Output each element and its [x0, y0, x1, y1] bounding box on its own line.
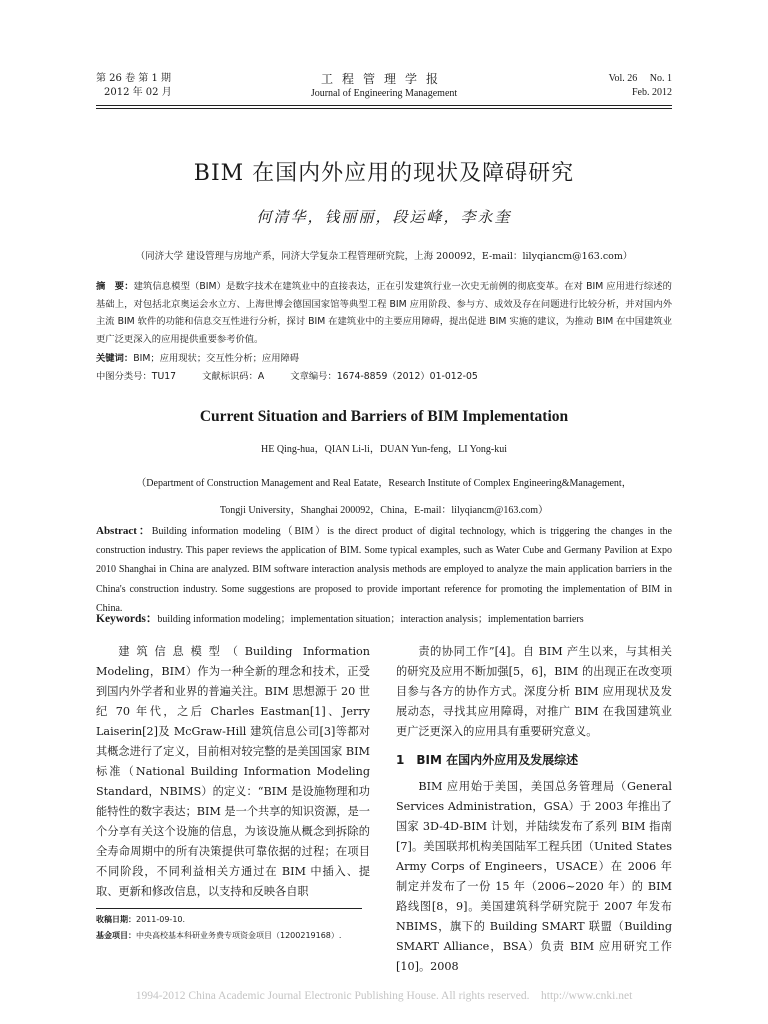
journal-name-en: Journal of Engineering Management	[310, 88, 458, 99]
abstract-cn	[96, 278, 672, 348]
classification-line	[96, 368, 672, 385]
authors-en: HE Qing-hua，QIAN Li-li，DUAN Yun-feng，LI Yong-kui	[261, 444, 507, 455]
keywords-cn	[96, 350, 672, 367]
header-date-cn: 2012 年 02 月	[104, 87, 172, 98]
abstract-en-text: Building information modeling（BIM）is the direct product of digital technology, which is triggering the changes in the construction industry. This paper reviews the application of BIM. Some typical examples, such as Water Cube and Germany Pavilion at Expo 2010 Shanghai in China are analyzed. BIM software interaction analysis methods are employed to analyze the main application barriers in the China's construction industry. Some suggestions are proposed to provide important reference for promoting the implementation of BIM in China.	[96, 526, 672, 614]
footnote-received	[96, 914, 386, 926]
received-date: 2011-09-10.	[136, 915, 186, 924]
paper-title-cn: BIM 在国内外应用的现状及障碍研究	[193, 161, 575, 186]
abstract-en-label: Abstract：	[96, 525, 152, 537]
keywords-en-text: building information modeling；implementation situation；interaction analysis；implementation barriers	[157, 614, 584, 625]
header-date-en: Feb. 2012	[632, 87, 672, 98]
header-vol-no: Vol. 26 No. 1	[608, 73, 672, 84]
fund-text: 中央高校基本科研业务费专项资金项目（1200219168）.	[136, 931, 342, 940]
body-paragraph: BIM 应用始于美国，美国总务管理局（General Services Administration，GSA）于 2003 年推出了国家 3D-4D-BIM 计划，并陆续发布了系列 BIM 指南[7]。美国联邦机构美国陆军工程兵团（United States Army Corps of Engineers，USACE）在 2006 年制定并发布了一份 15 年（2006~2020 年）的 BIM 路线图[8，9]。美国建筑科学研究院于 2007 年发布 NBIMS，旗下的 Building SMART 联盟（Building SMART Alliance，BSA）负责 BIM 应用研究工作[10]。2008	[396, 780, 672, 973]
abstract-cn-label: 摘 要：	[96, 281, 134, 292]
article-number: 文章编号：1674-8859（2012）01-012-05	[290, 371, 478, 382]
body-column-right	[396, 642, 672, 977]
affiliation-en-line1: （Department of Construction Management and Real Eatate，Research Institute of Complex Engineering&Management，	[136, 478, 632, 489]
abstract-en	[96, 522, 672, 618]
header-journal	[270, 72, 498, 101]
keywords-en-label: Keywords：	[96, 613, 158, 625]
footnote-rule	[96, 908, 362, 909]
paper-title-en: Current Situation and Barriers of BIM Implementation	[199, 408, 569, 425]
affiliation-cn: （同济大学 建设管理与房地产系，同济大学复杂工程管理研究院，上海 200092，E-mail：lilyqiancm@163.com）	[135, 251, 633, 262]
footnote-fund	[96, 930, 386, 942]
header-volume-en	[560, 72, 672, 100]
keywords-en	[96, 611, 672, 628]
document-code: 文献标识码：A	[202, 371, 265, 382]
keywords-cn-text: BIM；应用现状；交互性分析；应用障碍	[133, 353, 300, 364]
authors-cn: 何清华，钱丽丽，段运峰，李永奎	[256, 208, 512, 226]
body-paragraph: 责的协同工作”[4]。自 BIM 产生以来，与其相关的研究及应用不断加强[5，6]，BIM 的出现正在改变项目参与各方的协作方式。深度分析 BIM 应用现状及发展动态，寻找其应用障碍，对推广 BIM 在我国建筑业更广泛更深入的应用具有重要研究意义。	[396, 645, 672, 738]
affiliation-en	[96, 470, 672, 524]
affiliation-en-line2: Tongji University，Shanghai 200092，China，E-mail：lilyqiancm@163.com）	[219, 505, 549, 516]
fund-label: 基金项目：	[96, 931, 136, 940]
received-label: 收稿日期：	[96, 915, 136, 924]
header-volume-issue: 第 26 卷 第 1 期	[96, 73, 171, 84]
journal-name-cn: 工程管理学报	[320, 72, 447, 86]
keywords-cn-label: 关键词：	[96, 353, 134, 364]
header-volume	[96, 72, 172, 100]
header-rule-bottom	[96, 108, 672, 109]
section-heading: 1 BIM 在国内外应用及发展综述	[396, 753, 579, 767]
cnki-footer: 1994-2012 China Academic Journal Electronic Publishing House. All rights reserved. http://www.cnki.net	[135, 990, 633, 1002]
abstract-cn-text: 建筑信息模型（BIM）是数字技术在建筑业中的直接表达，正在引发建筑行业一次史无前例的彻底变革。在对 BIM 应用进行综述的基础上，对包括北京奥运会水立方、上海世博会德国国家馆等典型工程 BIM 应用阶段、参与方、成效及存在问题进行比较分析，并对国内外主流 BIM 软件的功能和信息交互性进行分析，探讨 BIM 在建筑业中的主要应用障碍，提出促进 BIM 实施的建议，为推动 BIM 在中国建筑业更广泛更深入的应用提供重要参考价值。	[96, 281, 672, 345]
header-rule-top	[96, 105, 672, 106]
clc-number: 中图分类号：TU17	[96, 371, 177, 382]
body-paragraph: 建筑信息模型（Building Information Modeling，BIM）作为一种全新的理念和技术，正受到国内外学者和业界的普遍关注。BIM 思想源于 20 世纪 70 年代，之后 Charles Eastman[1]、Jerry Laiserin[2]及 McGraw-Hill 建筑信息公司[3]等都对其概念进行了定义，目前相对较完整的是美国国家 BIM 标准（National Building Information Modeling Standard，NBIMS）的定义：“BIM 是设施物理和功能特性的数字表达；BIM 是一个共享的知识资源，是一个分享有关这个设施的信息，为该设施从概念到拆除的全寿命周期中的所有决策提供可靠依据的过程；在项目不同阶段，不同利益相关方通过在 BIM 中插入、提取、更新和修改信息，以支持和反映各自职	[96, 645, 370, 898]
body-column-left	[96, 642, 370, 902]
